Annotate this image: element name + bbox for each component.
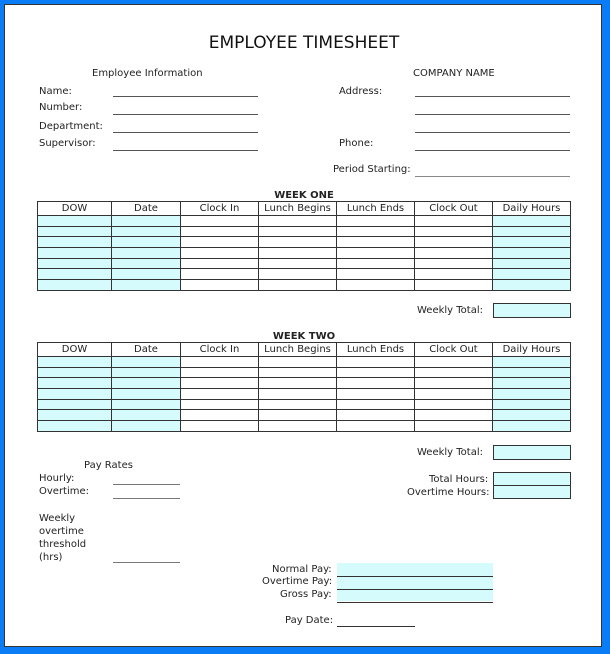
threshold-label-line: Weekly [39,513,76,524]
table-row [38,410,571,421]
table-cell[interactable] [415,258,493,269]
table-cell[interactable] [415,226,493,237]
table-cell[interactable] [493,216,571,227]
table-cell[interactable] [181,367,259,378]
table-cell[interactable] [181,378,259,389]
table-row [38,399,571,410]
table-cell[interactable] [181,237,259,248]
table-cell[interactable] [337,421,415,432]
table-cell[interactable] [415,378,493,389]
employee-info-heading: Employee Information [92,68,203,79]
table-cell[interactable] [493,357,571,368]
page-title: EMPLOYEE TIMESHEET [208,33,400,53]
table-cell[interactable] [415,216,493,227]
address-field-1[interactable] [415,96,570,97]
period-starting-label: Period Starting: [333,164,411,175]
table-cell[interactable] [112,421,181,432]
number-field[interactable] [113,114,258,115]
gross-pay-label: Gross Pay: [280,589,332,600]
table-cell[interactable] [259,237,337,248]
table-cell[interactable] [415,389,493,400]
table-row [38,357,571,368]
column-header: Lunch Ends [337,202,415,216]
overtime-rate-field[interactable] [113,498,180,499]
week-one-table [37,201,571,291]
pay-highlight [337,563,493,601]
period-starting-field[interactable] [415,176,570,177]
table-cell[interactable] [415,357,493,368]
table-cell[interactable] [337,280,415,291]
table-cell[interactable] [259,258,337,269]
table-cell[interactable] [493,258,571,269]
normal-pay-label: Normal Pay: [272,564,332,575]
table-cell[interactable] [337,237,415,248]
column-header: Clock In [181,343,259,357]
table-cell[interactable] [38,378,112,389]
table-cell[interactable] [493,248,571,259]
table-cell[interactable] [337,248,415,259]
table-cell[interactable] [181,399,259,410]
table-cell[interactable] [337,399,415,410]
table-cell[interactable] [337,226,415,237]
table-row [38,378,571,389]
table-row [38,216,571,227]
table-cell[interactable] [493,367,571,378]
table-cell[interactable] [112,378,181,389]
table-cell[interactable] [181,269,259,280]
table-row [38,226,571,237]
column-header: Date [112,202,181,216]
table-cell[interactable] [493,237,571,248]
table-cell[interactable] [38,280,112,291]
table-cell[interactable] [259,367,337,378]
threshold-label-line: (hrs) [39,552,63,563]
table-cell[interactable] [415,280,493,291]
threshold-label-line: threshold [39,539,87,550]
timesheet-page [4,4,602,647]
table-row [38,367,571,378]
table-cell[interactable] [181,357,259,368]
table-cell[interactable] [38,248,112,259]
supervisor-label: Supervisor: [39,138,96,149]
column-header: Daily Hours [493,343,571,357]
table-row [38,248,571,259]
table-cell[interactable] [415,410,493,421]
table-cell[interactable] [493,226,571,237]
address-field-2[interactable] [415,114,570,115]
total-hours-label: Total Hours: [429,474,489,485]
overtime-pay-label: Overtime Pay: [262,576,333,587]
table-cell[interactable] [415,367,493,378]
table-cell[interactable] [112,269,181,280]
table-cell[interactable] [112,226,181,237]
pay-rates-heading: Pay Rates [84,460,133,471]
name-label: Name: [39,86,72,97]
column-header: Clock Out [415,343,493,357]
table-cell[interactable] [337,216,415,227]
column-header: DOW [38,343,112,357]
overtime-hours-label: Overtime Hours: [407,487,490,498]
week-one-title: WEEK ONE [274,190,334,201]
week-one-total-label: Weekly Total: [417,305,483,316]
table-cell[interactable] [38,357,112,368]
table-cell[interactable] [493,389,571,400]
column-header: Daily Hours [493,202,571,216]
table-cell[interactable] [415,248,493,259]
table-cell[interactable] [259,389,337,400]
table-cell[interactable] [415,269,493,280]
total-hours-field[interactable] [493,472,571,486]
table-cell[interactable] [259,410,337,421]
gross-pay-field[interactable] [337,602,493,603]
table-cell[interactable] [493,269,571,280]
table-cell[interactable] [112,216,181,227]
table-cell[interactable] [181,421,259,432]
week-two-title: WEEK TWO [272,331,336,342]
table-cell[interactable] [181,226,259,237]
threshold-label-line: overtime [39,526,84,537]
table-cell[interactable] [493,378,571,389]
week-one-total-field[interactable] [493,303,571,318]
table-cell[interactable] [259,226,337,237]
table-cell[interactable] [181,410,259,421]
hourly-field[interactable] [113,484,180,485]
table-cell[interactable] [337,367,415,378]
week-two-table [37,342,571,432]
header-row [38,343,571,357]
phone-label: Phone: [339,138,374,149]
table-cell[interactable] [337,389,415,400]
table-row [38,421,571,432]
table-cell[interactable] [493,399,571,410]
column-header: Clock In [181,202,259,216]
address-label: Address: [339,86,383,97]
table-cell[interactable] [337,410,415,421]
table-cell[interactable] [337,269,415,280]
table-cell[interactable] [259,216,337,227]
table-row [38,258,571,269]
table-cell[interactable] [493,410,571,421]
column-header: Lunch Ends [337,343,415,357]
column-header: Lunch Begins [259,343,337,357]
table-cell[interactable] [181,248,259,259]
table-cell[interactable] [38,226,112,237]
overtime-pay-field[interactable] [337,589,493,590]
department-field[interactable] [113,132,258,133]
table-row [38,237,571,248]
supervisor-field[interactable] [113,150,258,151]
table-cell[interactable] [259,378,337,389]
table-cell[interactable] [259,421,337,432]
table-cell[interactable] [38,399,112,410]
threshold-label [39,512,86,564]
week-two-total-label: Weekly Total: [417,447,483,458]
table-cell[interactable] [181,216,259,227]
pay-date-field[interactable] [337,626,415,627]
table-cell[interactable] [181,258,259,269]
table-cell[interactable] [112,410,181,421]
table-cell[interactable] [112,389,181,400]
table-cell[interactable] [38,421,112,432]
normal-pay-field[interactable] [337,576,493,577]
header-row [38,202,571,216]
table-cell[interactable] [38,216,112,227]
table-cell[interactable] [259,357,337,368]
table-cell[interactable] [38,269,112,280]
table-cell[interactable] [259,269,337,280]
phone-field[interactable] [415,150,570,151]
table-cell[interactable] [112,280,181,291]
table-row [38,389,571,400]
table-row [38,280,571,291]
number-label: Number: [39,102,83,113]
name-field[interactable] [113,96,258,97]
table-cell[interactable] [112,258,181,269]
department-label: Department: [39,121,103,132]
table-cell[interactable] [38,367,112,378]
hourly-label: Hourly: [39,473,75,484]
table-cell[interactable] [493,280,571,291]
table-cell[interactable] [259,399,337,410]
table-cell[interactable] [259,248,337,259]
table-cell[interactable] [112,367,181,378]
table-cell[interactable] [493,421,571,432]
overtime-rate-label: Overtime: [39,486,90,497]
table-cell[interactable] [38,410,112,421]
table-cell[interactable] [38,237,112,248]
column-header: DOW [38,202,112,216]
column-header: Clock Out [415,202,493,216]
company-name-heading: COMPANY NAME [413,68,495,79]
week-two-total-field[interactable] [493,445,571,460]
column-header: Lunch Begins [259,202,337,216]
table-cell[interactable] [415,237,493,248]
table-cell[interactable] [337,378,415,389]
table-cell[interactable] [415,399,493,410]
table-row [38,269,571,280]
table-cell[interactable] [38,258,112,269]
table-cell[interactable] [112,399,181,410]
table-cell[interactable] [337,258,415,269]
table-cell[interactable] [181,389,259,400]
column-header: Date [112,343,181,357]
overtime-hours-field[interactable] [493,485,571,499]
table-cell[interactable] [181,280,259,291]
table-cell[interactable] [259,280,337,291]
table-cell[interactable] [415,421,493,432]
pay-date-label: Pay Date: [285,615,334,626]
table-cell[interactable] [112,248,181,259]
table-cell[interactable] [112,357,181,368]
address-field-3[interactable] [415,132,570,133]
table-cell[interactable] [337,357,415,368]
table-cell[interactable] [38,389,112,400]
threshold-field[interactable] [113,562,180,563]
table-cell[interactable] [112,237,181,248]
